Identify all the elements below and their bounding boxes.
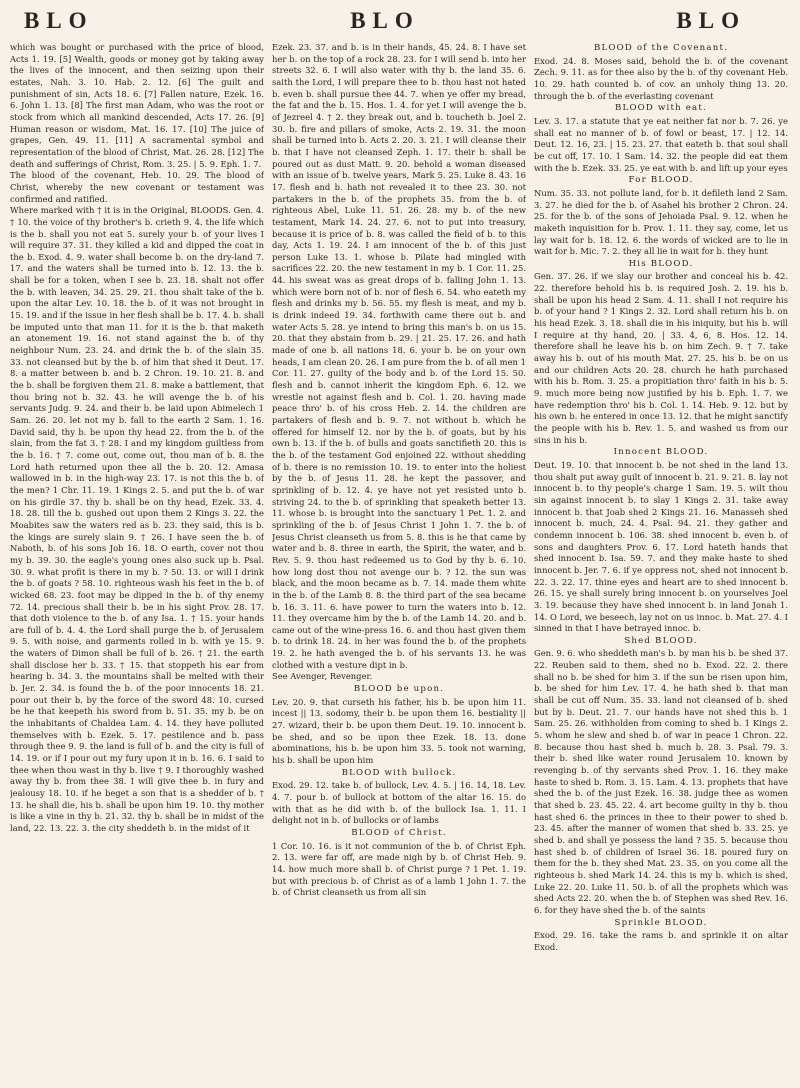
- entry-paragraph: The blood of the covenant, Heb. 10. 29. The blood of Christ, whereby the new covenant or testament was confirmed and ratified.: [10, 170, 264, 204]
- entry-paragraph: Exod. 24. 8. Moses said, behold the b. of the covenant Zech. 9. 11. as for thee also by the b. of thy covenant Heb. 10. 29. hath counted b. of cov. an unholy thing 13. 20. through the b. of the everlasting covenant: [534, 55, 788, 101]
- column-3: [534, 42, 788, 1082]
- entry-paragraph: Num. 35. 33. not pollute land, for b. it defileth land 2 Sam. 3. 27. he died for the b. of Asahel his brother 2 Chron. 24. 25. for the b. of the sons of Jehoiada Psal. 9. 12. when he maketh inquisition for b. Prov. 1. 11. they say, come, let us lay wait for b. 18. 12. 6. the words of wicked are to lie in wait for b. Mic. 7. 2. they all lie in wait for b. they hunt: [534, 187, 788, 257]
- entry-paragraph: 1 Cor. 10. 16. is it not communion of the b. of Christ Eph. 2. 13. were far off, are made nigh by b. of Christ Heb. 9. 14. how much more shall b. of Christ purge ? 1 Pet. 1. 19. but with precious b. of Christ as of a lamb 1 John 1. 7. the b. of Christ cleanseth us from all sin: [272, 840, 526, 898]
- entry-paragraph: Lev. 3. 17. a statute that ye eat neither fat nor b. 7. 26. ye shall eat no manner of b. of fowl or beast, 17. | 12. 14. Deut. 12. 16, 23. | 15. 23. 27. that eateth b. that soul shall be cut off, 17. 10. 1 Sam. 14. 32. the people did eat them with the b. Ezek. 33. 25. ye eat with b. and lift up your eyes: [534, 115, 788, 173]
- running-head-center: BLO: [350, 8, 420, 33]
- running-head-left: BLO: [24, 8, 94, 33]
- columns: [10, 42, 790, 1082]
- entry-paragraph: Ezek. 23. 37. and b. is in their hands, 45. 24. 8. I have set her b. on the top of a rock 28. 23. for I will send b. into her streets 32. 6. I will also water with thy b. the land 35. 6. saith the Lord, I will prepare thee to b. thou hast not hated b. even b. shall pursue thee 44. 7. when ye offer my bread, the fat and the b. 15. Hos. 1. 4. for yet I will avenge the b. of Jezreel 4. † 2. they break out, and b. toucheth b. Joel 2. 30. b. fire and pillars of smoke, Acts 2. 19. 31. the moon shall be turned into b. Acts 2. 20. 3. 21. I will cleanse their b. that I have not cleansed Zeph. 1. 17. their b. shall be poured out as dust Matt. 9. 20. behold a woman diseased with an issue of b. twelve years, Mark 5. 25. Luke 8. 43. 16 17. flesh and b. hath not revealed it to thee 23. 30. not partakers in the b. of the prophets 35. from the b. of righteous Abel, Luke 11. 51. 26. 28. my b. of the new testament, Mark 14. 24. 27. 6. not to put into treasury, because it is price of b. 8. was called the field of b. to this day, Acts 1. 19. 24. I am innocent of the b. of this just person Luke 13. 1. whose b. Pilate had mingled with sacrifices 22. 20. the new testament in my b. 1 Cor. 11. 25. 44. his sweat was as great drops of b. falling John 1. 13. which were born not of b. nor of flesh 6. 54. who eateth my flesh and drinks my b. 56. 55. my flesh is meat, and my b. is drink indeed 19. 34. forthwith came there out b. and water Acts 5. 28. ye intend to bring this man's b. on us 15. 20. that they abstain from b. 29. | 21. 25. 17. 26. and hath made of one b. all nations 18. 6. your b. be on your own heads, I am clean 20. 26. I am pure from the b. of all men 1 Cor. 11. 27. guilty of the body and b. of the Lord 15. 50. flesh and b. cannot inherit the kingdom Eph. 6. 12. we wrestle not against flesh and b. Col. 1. 20. having made peace thro' b. of his cross Heb. 2. 14. the children are partakers of flesh and b. 9. 7. not without b. which he offered for himself 12. nor by the b. of goats, but by his own b. 13. if the b. of bulls and goats sanctifieth 20. this is the b. of the testament God enjoined 22. without shedding of b. there is no remission 10. 19. to enter into the holiest by the b. of Jesus 11. 28. he kept the passover, and sprinkling of b. 12. 4. ye have not yet resisted unto b. striving 24. to the b. of sprinkling that speaketh better 13. 11. whose b. is brought into the sanctuary 1 Pet. 1. 2. and sprinkling of the b. of Jesus Christ 1 John 1. 7. the b. of Jesus Christ cleanseth us from 5. 8. this is he that came by water and b. 8. three in earth, the Spirit, the water, and b. Rev. 5. 9. thou hast redeemed us to God by thy b. 6. 10. how long dost thou not avenge our b. ? 12. the sun was black, and the moon became as b. 7. 14. made them white in the b. of the Lamb 8. 8. the third part of the sea became b. 16. 3. 11. 6. have power to turn the waters into b. 12. 11. they overcame him by the b. of the Lamb 14. 20. and b. came out of the wine-press 16. 6. and thou hast given them b. to drink 18. 24. in her was found the b. of the prophets 19. 2. he hath avenged the b. of his servants 13. he was clothed with a vesture dipt in b.: [272, 42, 526, 670]
- running-head-right: BLO: [676, 8, 746, 33]
- entry-paragraph: Gen. 37. 26. if we slay our brother and conceal his b. 42. 22. therefore behold his b. is required Josh. 2. 19. his b. shall be upon his head 2 Sam. 4. 11. shall I not require his b. of your hand ? 1 Kings 2. 32. Lord shall return his b. on his head Ezek. 3. 18. shall die in his iniquity, but his b. will I require at thy hand, 20. | 33. 4, 6, 8. Hos. 12. 14. therefore shall he leave his b. on him Zech. 9. † 7. take away his b. out of his mouth Mat. 27. 25. his b. be on us and our children Acts 20. 28. church he hath purchased with his b. Rom. 3. 25. a propitiation thro' faith in his b. 5. 9. much more being now justified by his b. Eph. 1. 7. we have redemption thro' his b. Col. 1. 14. Heb. 9. 12. but by his own b. he entered in once 13. 12. that he might sanctify the people with his b. Rev. 1. 5. and washed us from our sins in his b.: [534, 271, 788, 445]
- section-heading: His BLOOD.: [628, 258, 694, 269]
- column-2: [272, 42, 526, 1082]
- section-heading: BLOOD with eat.: [615, 103, 707, 114]
- section-heading: Sprinkle BLOOD.: [614, 917, 708, 928]
- entry-paragraph: Exod. 29. 12. take b. of bullock, Lev. 4. 5. | 16. 14, 18. Lev. 4. 7. pour b. of bullock at bottom of the altar 16. 15. do with that as he did with b. of the bullock Isa. 1. 11. I delight not in b. of bullocks or of lambs: [272, 780, 526, 826]
- entry-paragraph: Lev. 20. 9. that curseth his father, his b. be upon him 11. incest || 13. sodomy, their b. be upon them 16. bestiality || 27. wizard, their b. be upon them Deut. 19. 10. innocent b. be shed, and so be upon thee Ezek. 18. 13. done abominations, his b. be upon him 33. 5. took not warning, his b. shall be upon him: [272, 696, 526, 766]
- entry-paragraph: which was bought or purchased with the price of blood, Acts 1. 19. [5] Wealth, goods or money got by taking away the lives of the innocent, and then seizing upon their estates, Nah. 3. 10. Hab. 2. 12. [6] The guilt and punishment of sin, Acts 18. 6. [7] Fallen nature, Ezek. 16. 6. John 1. 13. [8] The first man Adam, who was the root or stock from which all mankind descended, Acts 17. 26. [9] Human reason or wisdom, Mat. 16. 17. [10] The juice of grapes, Gen. 49. 11. [11] A sacramental symbol and representation of the blood of Christ, Mat. 26. 28. [12] The death and sufferings of Christ, Rom. 3. 25. | 5. 9. Eph. 1. 7.: [10, 42, 264, 169]
- section-heading: Shed BLOOD.: [624, 635, 698, 646]
- column-1: [10, 42, 264, 1082]
- entry-paragraph: Exod. 29. 16. take the rams b. and sprinkle it on altar Exod.: [534, 930, 788, 952]
- entry-paragraph: Where marked with † it is in the Original, BLOODS. Gen. 4. † 10. the voice of thy brother's b. crieth 9. 4. the life which is the b. shall you not eat 5. surely your b. of your lives I will require 37. 31. they killed a kid and dipped the coat in the b. Exod. 4. 9. water shall become b. on the dry-land 7. 17. and the waters shall be turned into b. 12. 13. the b. shall be for a token, when I see b. 23. 18. shalt not offer the b. with leaven, 34. 25. 29. 21. thou shalt take of the b. upon the altar Lev. 10. 18. the b. of it was not brought in 15. 19. and if the issue in her flesh shall be b. 17. 4. b. shall be imputed unto that man 11. for it is the b. that maketh an atonement 19. 16. not stand against the b. of thy neighbour Num. 23. 24. and drink the b. of the slain 35. 33. not cleansed but by the b. of him that shed it Deut. 17. 8. a matter between b. and b. 2 Chron. 19. 10. 21. 8. and the b. shall be forgiven them 21. 8. make a battlement, that thou bring not b. 32. 43. he will avenge the b. of his servants Judg. 9. 24. and their b. be laid upon Abimelech 1 Sam. 26. 20. let not my b. fall to the earth 2 Sam. 1. 16. David said, thy b. be upon thy head 22. from the b. of the slain, from the fat 3. † 28. I and my kingdom guiltless from the b. 16. † 7. come out, come out, thou man of b. 8. the Lord hath returned upon thee all the b. 20. 12. Amasa wallowed in b. in the high-way 23. 17. is not this the b. of the men? 1 Chr. 11. 19. 1 Kings 2. 5. and put the b. of war on his girdle 37. thy b. shall be on thy head, Ezek. 33. 4. 18. 28. till the b. gushed out upon them 2 Kings 3. 22. the Moabites saw the waters red as b. 23. they said, this is b. the kings are surely slain 9. † 26. I have seen the b. of Naboth, b. of his sons Job 16. 18. O earth, cover not thou my b. 39. 30. the eagle's young ones also suck up b. Psal. 30. 9. what profit is there in my b. ? 50. 13. or will I drink the b. of goats ? 58. 10. righteous wash his feet in the b. of wicked 68. 23. foot may be dipped in the b. of thy enemy 72. 14. precious shall their b. be in his sight Prov. 28. 17. that doth violence to the b. of any Isa. 1. † 15. your hands are full of b. 4. 4. the Lord shall purge the b. of Jerusalem 9. 5. with noise, and garments rolled in b. with ye 15. 9. the waters of Dimon shall be full of b. 26. † 21. the earth shall disclose her b. 33. † 15. that stoppeth his ear from hearing b. 34. 3. the mountains shall be melted with their b. Jer. 2. 34. is found the b. of the poor innocents 18. 21. pour out their b. by the force of the sword 48. 10. cursed be he that keepeth his sword from b. 51. 35. my b. be on the inhabitants of Chaldea Lam. 4. 14. they have polluted themselves with b. Ezek. 5. 17. pestilence and b. pass through thee 9. 9. the land is full of b. and the city is full of 14. 19. or if I pour out my fury upon it in b. 16. 6. I said to thee when thou wast in thy b. live † 9. I thoroughly washed away thy b. from thee 38. I will give thee b. in fury and jealousy 18. 10. if he beget a son that is a shedder of b. † 13. he shall die, his b. shall be upon him 19. 10. thy mother is like a vine in thy b. 21. 32. thy b. shall be in midst of the land, 22. 13. 22. 3. the city sheddeth b. in the midst of it: [10, 205, 264, 833]
- section-heading: BLOOD be upon.: [353, 684, 445, 695]
- section-heading: For BLOOD.: [628, 175, 694, 186]
- entry-paragraph: Deut. 19. 10. that innocent b. be not shed in the land 13. thou shalt put away guilt of innocent b. 21. 9. 21. 8. lay not innocent b. to thy people's charge 1 Sam. 19. 5. wilt thou sin against innocent b. to slay 1 Kings 2. 31. take away innocent b. that Joab shed 2 Kings 21. 16. Manasseh shed innocent b. much, 24. 4. Psal. 94. 21. they gather and condemn innocent b. 106. 38. shed innocent b. even b. of sons and daughters Prov. 6. 17. Lord hateth hands that shed innocent b. Isa. 59. 7. and they make haste to shed innocent b. Jer. 7. 6. if ye oppress not, shed not innocent b. 22. 3. 22. 17. thine eyes and heart are to shed innocent b. 26. 15. ye shall surely bring innocent b. on yourselves Joel 3. 19. because they have shed innocent b. in land Jonah 1. 14. O Lord, we beseech, lay not on us innoc. b. Mat. 27. 4. I sinned in that I have betrayed innoc. b.: [534, 459, 788, 634]
- section-heading: BLOOD of Christ.: [351, 827, 447, 838]
- running-head: [10, 8, 790, 42]
- section-heading: BLOOD with bullock.: [341, 767, 457, 778]
- section-heading: Innocent BLOOD.: [613, 447, 709, 458]
- entry-paragraph: See Avenger, Revenger.: [272, 671, 373, 682]
- entry-paragraph: Gen. 9. 6. who sheddeth man's b. by man his b. be shed 37. 22. Reuben said to them, shed no b. Exod. 22. 2. there shall no b. be shed for him 3. if the sun be risen upon him, b. be shed for him Lev. 17. 4. he hath shed b. that man shall be cut off Num. 35. 33. land not cleansed of b. shed but by b. Deut. 21. 7. our hands have not shed this b. 1 Sam. 25. 26. withholden from coming to shed b. 1 Kings 2. 5. whom he slew and shed b. of war in peace 1 Chron. 22. 8. because thou hast shed b. much b. 28. 3. Psal. 79. 3. their b. shed like water round Jerusalem 10. known by revenging b. of thy servants shed Prov. 1. 16. they make haste to shed b. Rom. 3. 15. Lam. 4. 13. prophets that have shed the b. of the just Ezek. 16. 38. judge thee as women that shed b. 23. 45. 22. 4. art become guilty in thy b. thou hast shed 6. the princes in thee to their power to shed b. 23. 45. after the manner of women that shed b. 33. 25. ye shed b. and shall ye possess the land ? 35. 5. because thou hast shed b. of children of Israel 36. 18. poured fury on them for the b. they shed Mat. 23. 35. on you come all the righteous b. shed Mark 14. 24. this is my b. which is shed, Luke 22. 20. Luke 11. 50. b. of all the prophets which was shed Acts 22. 20. when the b. of Stephen was shed Rev. 16. 6. for they have shed the b. of the saints: [534, 648, 788, 915]
- section-heading: BLOOD of the Covenant.: [593, 43, 729, 53]
